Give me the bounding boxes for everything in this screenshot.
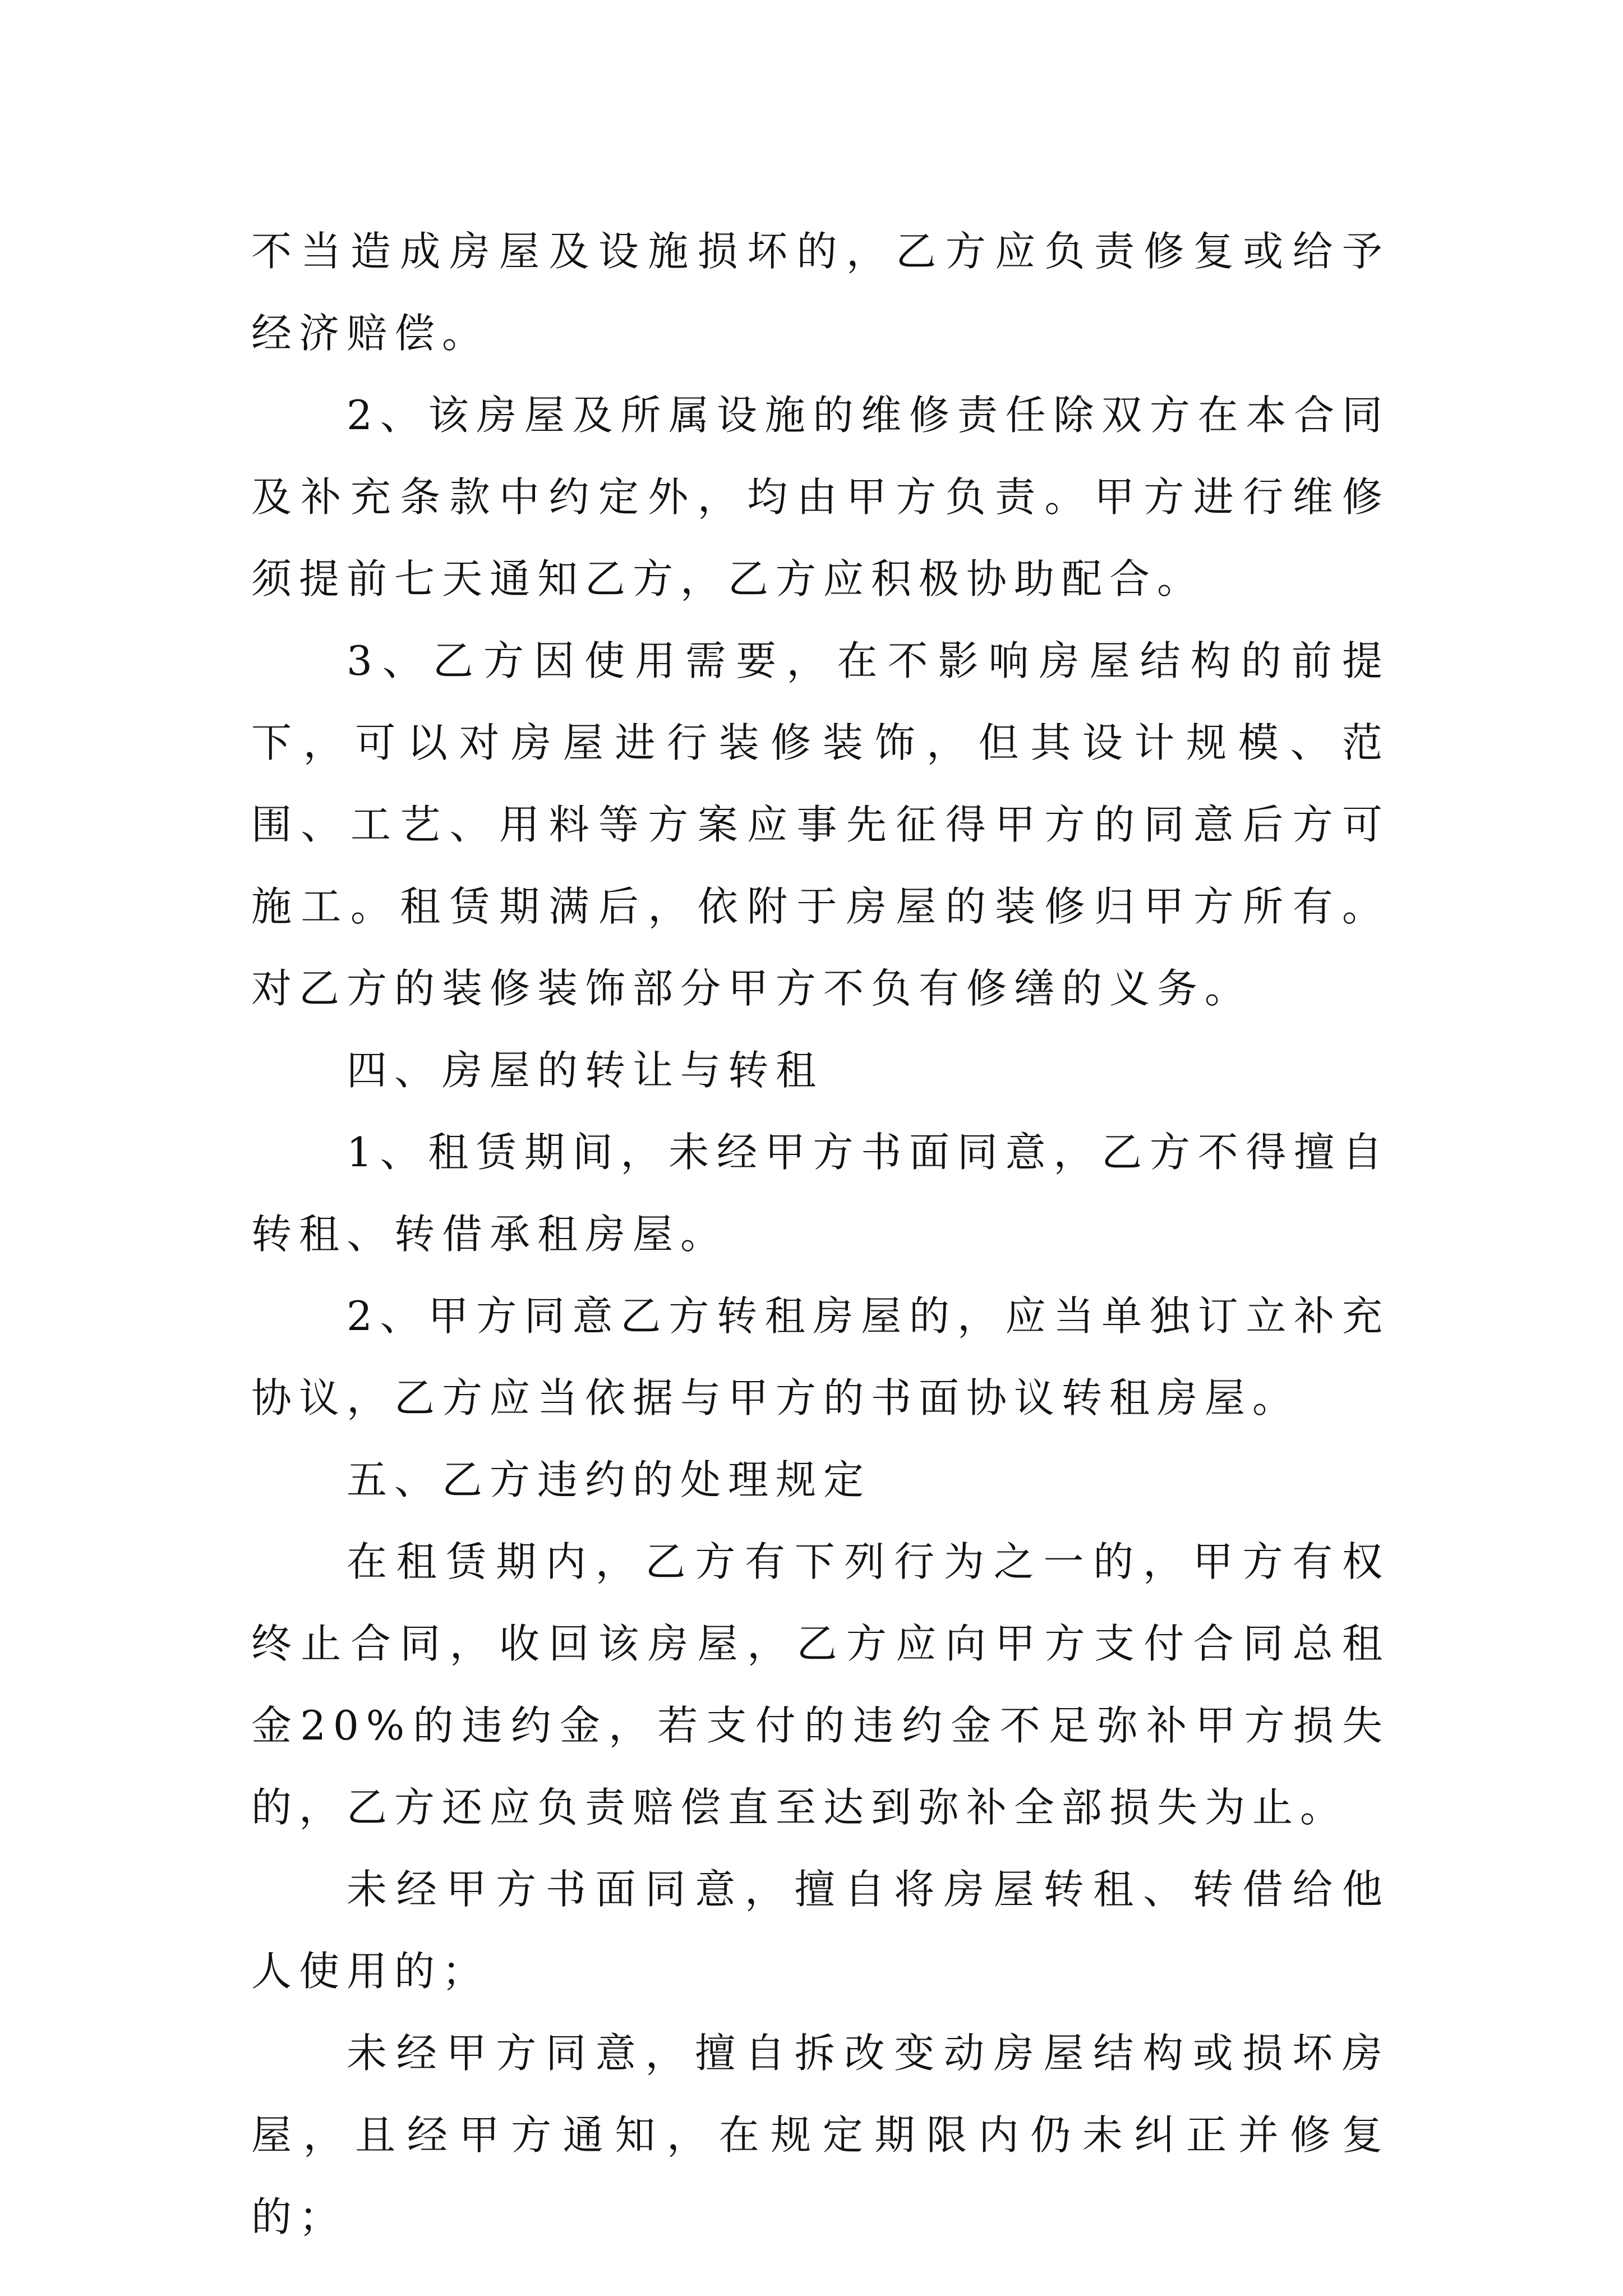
section-heading-transfer-sublease: 四、房屋的转让与转租	[347, 1047, 824, 1094]
paragraph-breach-item-sublease: 未经甲方书面同意，擅自将房屋转租、转借给他人使用的；	[251, 1866, 1390, 1995]
paragraph-transfer-clause-2: 2、甲方同意乙方转租房屋的，应当单独订立补充协议，乙方应当依据与甲方的书面协议转租房屋。	[251, 1292, 1390, 1421]
paragraph-breach-intro: 在租赁期内，乙方有下列行为之一的，甲方有权终止合同，收回该房屋，乙方应向甲方支付合同总租金20%的违约金，若支付的违约金不足弥补甲方损失的，乙方还应负责赔偿直至达到弥补全部损失为止。	[251, 1538, 1390, 1831]
paragraph-clause-3-decoration: 3、乙方因使用需要，在不影响房屋结构的前提下，可以对房屋进行装修装饰，但其设计规模、范围、工艺、用料等方案应事先征得甲方的同意后方可施工。租赁期满后，依附于房屋的装修归甲方所有。对乙方的装修装饰部分甲方不负有修缮的义务。	[251, 637, 1390, 1012]
paragraph-clause-2-maintenance: 2、该房屋及所属设施的维修责任除双方在本合同及补充条款中约定外，均由甲方负责。甲方进行维修须提前七天通知乙方，乙方应积极协助配合。	[251, 392, 1390, 602]
paragraph-repair-liability-continued: 不当造成房屋及设施损坏的，乙方应负责修复或给予经济赔偿。	[251, 228, 1390, 357]
paragraph-transfer-clause-1: 1、租赁期间，未经甲方书面同意，乙方不得擅自转租、转借承租房屋。	[251, 1129, 1390, 1258]
document-body	[251, 210, 1390, 2258]
section-heading-breach-handling: 五、乙方违约的处理规定	[347, 1456, 872, 1503]
paragraph-breach-item-structure: 未经甲方同意，擅自拆改变动房屋结构或损坏房屋，且经甲方通知，在规定期限内仍未纠正并修复的；	[251, 2030, 1390, 2240]
